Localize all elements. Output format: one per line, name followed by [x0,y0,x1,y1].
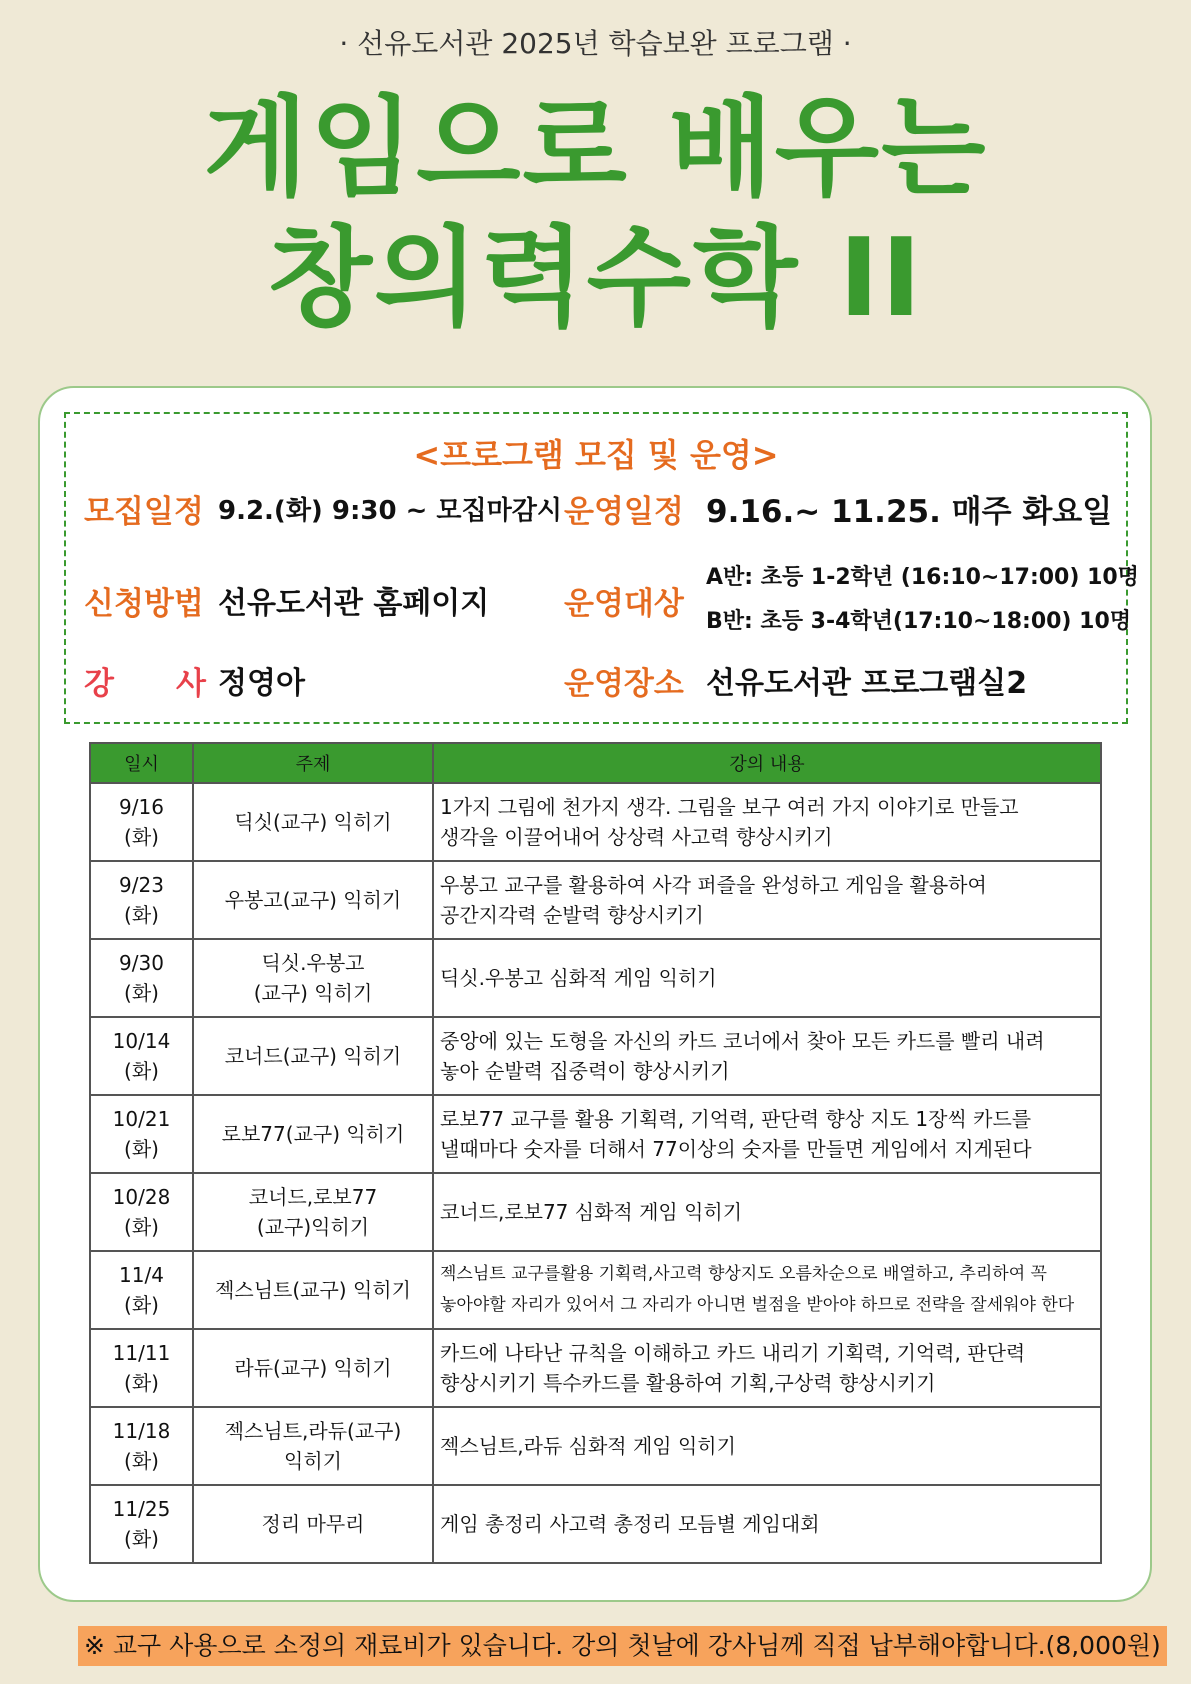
row-topic: 우봉고(교구) 익히기 [224,888,402,912]
row-date: 10/21 [112,1107,171,1131]
table-row [90,1095,1101,1173]
header-date: 일시 [90,743,193,783]
table-row [90,861,1101,939]
target-class-b: B반: 초등 3-4학년(17:10~18:00) 10명 [706,609,1132,634]
row-date: 10/28 [112,1185,171,1209]
row-desc: 딕싯.우봉고 심화적 게임 익히기 [440,966,717,990]
row-date: 11/4 [119,1263,164,1287]
row-topic: 코너드,로보77 [248,1185,378,1209]
recruit-value: 9.2.(화) 9:30 ~ 모집마감시 [218,496,563,526]
row-day: (화) [124,1371,159,1395]
row-day: (화) [124,1059,159,1083]
program-title-line2: 창의력수학 II [267,216,924,341]
program-subtitle: · 선유도서관 2025년 학습보완 프로그램 · [339,27,852,60]
row-topic: 정리 마무리 [261,1512,365,1536]
table-row [90,1329,1101,1407]
row-topic-cont: (교구) 익히기 [253,981,373,1005]
row-date: 11/11 [112,1341,171,1365]
table-row [90,1485,1101,1563]
table-row [90,1173,1101,1251]
apply-label: 신청방법 [84,586,204,622]
row-topic: 딕싯(교구) 익히기 [234,810,392,834]
row-desc: 로보77 교구를 활용 기획력, 기억력, 판단력 향상 지도 1장씩 카드를 [440,1107,1032,1131]
row-day: (화) [124,1137,159,1161]
table-row [90,1251,1101,1329]
header-content: 강의 내용 [433,743,1101,783]
row-desc-cont: 놓아 순발력 집중력이 향상시키기 [440,1059,730,1083]
row-desc: 젝스님트 교구를활용 기획력,사고력 향상지도 오름차순으로 배열하고, 추리하여 꼭 [440,1264,1047,1285]
row-desc: 게임 총정리 사고력 총정리 모듬별 게임대회 [440,1512,820,1536]
row-desc: 중앙에 있는 도형을 자신의 카드 코너에서 찾아 모든 카드를 빨리 내려 [440,1029,1045,1053]
row-date: 9/16 [119,795,164,819]
row-topic-cont: 익히기 [284,1449,342,1473]
table-row [90,783,1101,861]
row-desc: 코너드,로보77 심화적 게임 익히기 [440,1200,743,1224]
header-topic: 주제 [193,743,433,783]
table-row [90,939,1101,1017]
row-topic: 젝스님트(교구) 익히기 [215,1278,411,1302]
row-topic: 젝스님트,라듀(교구) [224,1419,402,1443]
row-date: 10/14 [112,1029,171,1053]
row-day: (화) [124,981,159,1005]
row-desc: 1가지 그림에 천가지 생각. 그림을 보구 여러 가지 이야기로 만들고 [440,795,1019,819]
row-day: (화) [124,1527,159,1551]
table-row [90,1407,1101,1485]
schedule-table [89,742,1102,1564]
row-topic-cont: (교구)익히기 [256,1215,370,1239]
row-desc-cont: 낼때마다 숫자를 더해서 77이상의 숫자를 만들면 게임에서 지게된다 [440,1137,1032,1161]
row-day: (화) [124,1293,159,1317]
row-topic: 라듀(교구) 익히기 [234,1356,392,1380]
run-value: 9.16.~ 11.25. 매주 화요일 [706,494,1113,530]
place-value: 선유도서관 프로그램실2 [706,666,1028,701]
row-day: (화) [124,1449,159,1473]
apply-value: 선유도서관 홈페이지 [218,586,490,621]
teacher-label: 강 사 [84,666,206,702]
row-topic: 코너드(교구) 익히기 [224,1044,402,1068]
row-topic: 딕싯.우봉고 [261,951,365,975]
row-date: 9/23 [119,873,164,897]
row-date: 11/25 [112,1497,171,1521]
fee-notice: ※ 교구 사용으로 소정의 재료비가 있습니다. 강의 첫날에 강사님께 직접 납부해야합니다.(8,000원) [78,1626,1167,1666]
info-section-title: <프로그램 모집 및 운영> [413,436,779,474]
run-label: 운영일정 [564,494,684,530]
table-row [90,1017,1101,1095]
row-desc-cont: 생각을 이끌어내어 상상력 사고력 향상시키기 [440,825,833,849]
row-day: (화) [124,1215,159,1239]
row-desc: 젝스님트,라듀 심화적 게임 익히기 [440,1434,736,1458]
target-label: 운영대상 [564,586,684,622]
row-day: (화) [124,825,159,849]
recruit-label: 모집일정 [84,494,204,530]
info-box [64,412,1139,724]
row-desc-cont: 놓아야할 자리가 있어서 그 자리가 아니면 벌점을 받아야 하므로 전략을 잘세워야 한다 [440,1295,1075,1315]
target-class-a: A반: 초등 1-2학년 (16:10~17:00) 10명 [706,565,1139,590]
table-header-row [90,743,1101,783]
row-desc-cont: 향상시키기 특수카드를 활용하여 기획,구상력 향상시키기 [440,1371,936,1395]
row-day: (화) [124,903,159,927]
row-date: 9/30 [119,951,164,975]
teacher-value: 정영아 [218,666,305,701]
row-date: 11/18 [112,1419,171,1443]
row-desc: 우봉고 교구를 활용하여 사각 퍼즐을 완성하고 게임을 활용하여 [440,873,987,897]
row-topic: 로보77(교구) 익히기 [221,1122,405,1146]
row-desc-cont: 공간지각력 순발력 향상시키기 [440,903,704,927]
program-title-line1: 게임으로 배우는 [203,86,988,211]
place-label: 운영장소 [564,666,684,702]
row-desc: 카드에 나타난 규칙을 이해하고 카드 내리기 기획력, 기억력, 판단력 [440,1341,1026,1365]
